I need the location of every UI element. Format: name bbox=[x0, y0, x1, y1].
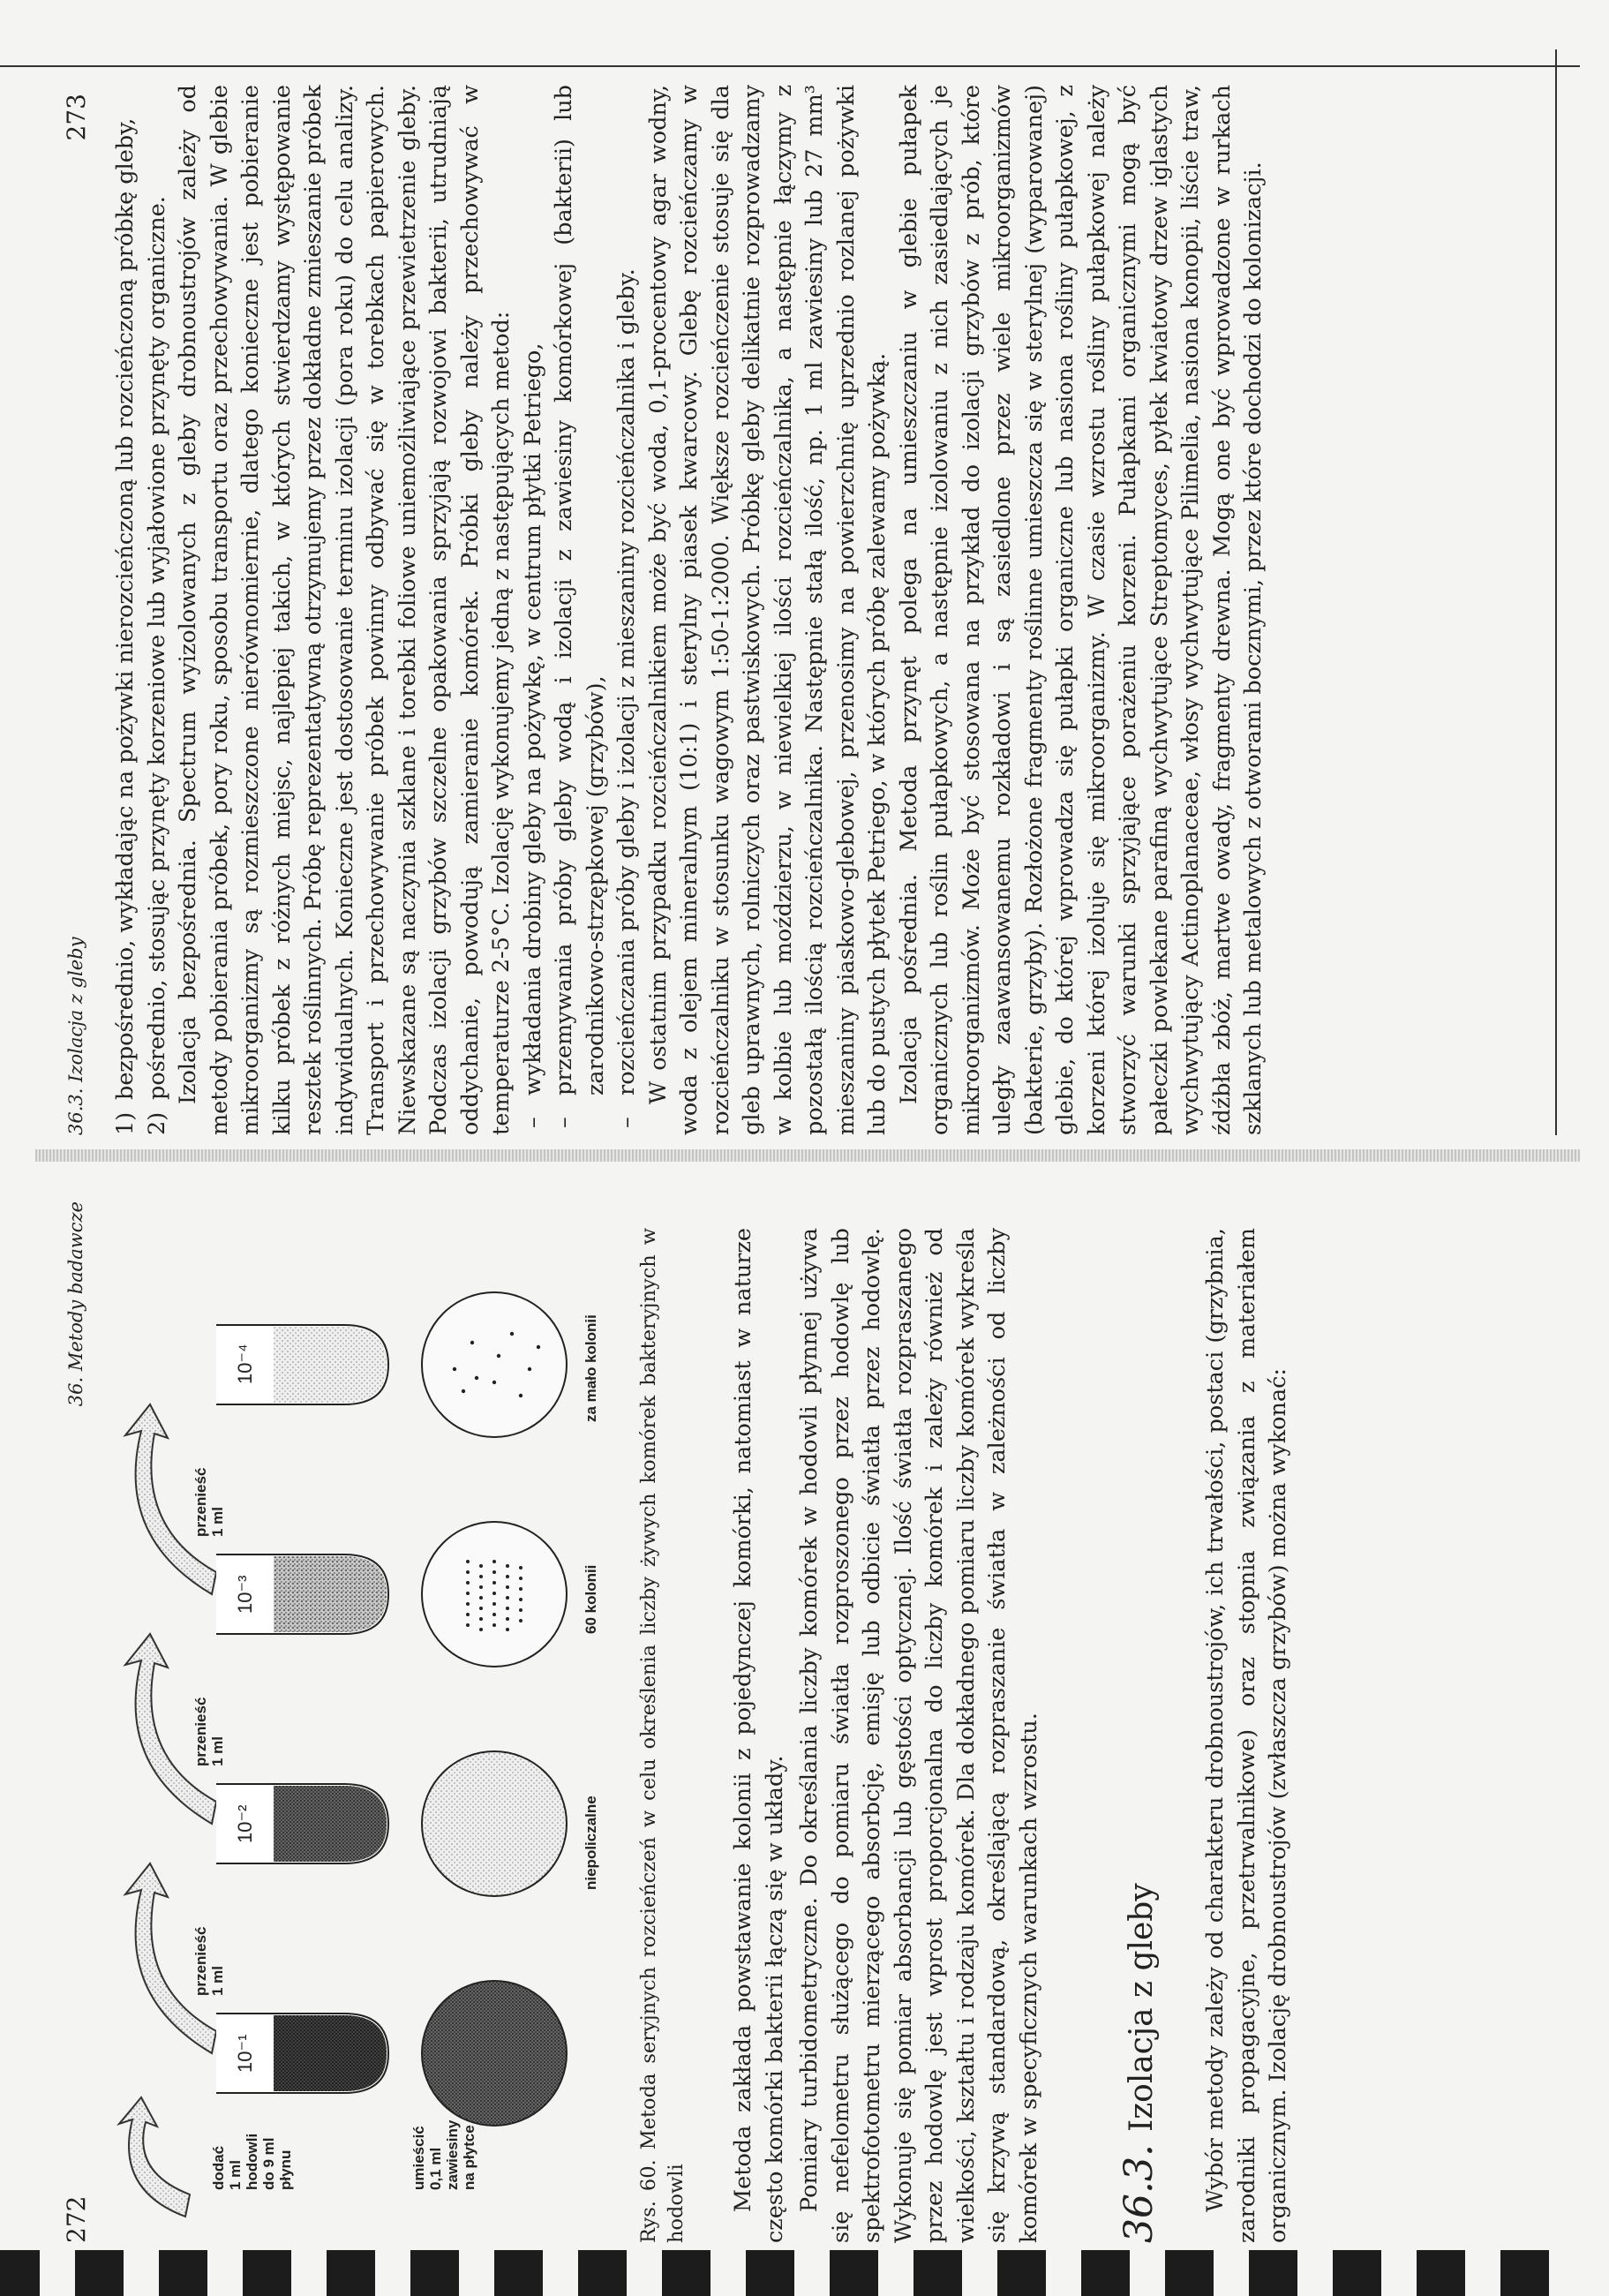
left-page-header bbox=[62, 1193, 97, 2243]
left-paragraph-2: Pomiary turbidometryczne. Do określania liczby komórek w hodowli płynnej używa się nefelometru służącego do pomiaru światła rozproszonego przez hodowlę lub spektrofotometru mierzącego absorbcję, emisję lub odbicie światła przez hodowlę. Wykonuje się pomiar absorbancji lub gęstości optycznej. Ilość światła rozpraszanego przez hodowlę jest wprost proporcjonalna do liczby komórek i zależy również od wielkości, kształtu i rodzaju komórek. Dla dokładnego pomiaru liczby komórek wykreśla się krzywą standardową, określającą rozpraszanie światła w zależności od liczby komórek w specyficznych warunkach wzrostu. bbox=[796, 1228, 1042, 2243]
section-title: Izolacja z gleby bbox=[1124, 1883, 1160, 2133]
binder-mark bbox=[1165, 2250, 1214, 2296]
method-list bbox=[518, 85, 643, 1135]
method-list-item: – rozcieńczania próby gleby i izolacji z mieszaniny rozcieńczalnika i gleby. bbox=[612, 85, 643, 1135]
serial-dilution-figure bbox=[106, 1193, 724, 2243]
binder-mark bbox=[410, 2250, 459, 2296]
transfer-label-line: 1 ml bbox=[209, 1965, 226, 1996]
right-paragraph-3: Izolacja pośrednia. Metoda przynęt polega na umieszczaniu w glebie pułapek organicznych lub roślin pułapkowych, a następnie izolowaniu z nich zasiedlających je mikroorganizmów. Może być stosowana na przykład do izolacji grzybów z prób, które uległy zaawansowanemu rozkładowi i są zasiedlone przez wiele mikroorganizmów (bakterie, grzyby). Rozłożone fragmenty roślinne umieszcza się w sterylnej (wyparowanej) glebie, do której wprowadza się pułapki organiczne lub nasiona rośliny pułapkowej, z korzeni której izoluje się mikroorganizmy. W czasie wzrostu rośliny pułapkowej należy stworzyć warunki sprzyjające porażeniu korzeni. Pułapkami organicznymi mogą być pałeczki powlekane parafiną wychwytujące Streptomyces, pyłek kwiatowy drzew iglastych wychwytujący Actinoplanaceae, włosy wychwytujące Pilimelia, nasiona konopii, liście traw, źdźbła zbóż, martwe owady, fragmenty drewna. Mogą one być wprowadzone w rurkach szklanych lub metalowych z otworami bocznymi, przez które dochodzi do kolonizacji. bbox=[895, 85, 1267, 1135]
right-page-body bbox=[110, 85, 1270, 1135]
plate-1 bbox=[422, 1981, 567, 2126]
right-paragraph-2: W ostatnim przypadku rozcieńczalnikiem może być woda, 0,1-procentowy agar wodny, woda z olejem mineralnym (10:1) i sterylny piasek kwarcowy. Glebę rozcieńczamy w rozcieńczalniku w stosunku wagowym 1:50-1:2000. Większe rozcieńczenie stosuje się dla gleb uprawnych, rolniczych oraz pastwiskowych. Próbkę gleby delikatnie rozprowadzamy w kolbie lub moździerzu, w niewielkiej ilości rozcieńczalnika, a następnie łączymy z pozostałą ilością rozcieńczalnika. Następnie stałą ilość, np. 1 ml zawiesiny lub 27 mm³ mieszaniny piaskowo-glebowej, przenosimy na powierzchnię uprzednio rozlanej pożywki lub do pustych płytek Petriego, w których próbę zalewamy pożywką. bbox=[644, 85, 891, 1135]
transfer-label-line: 1 ml bbox=[209, 1735, 226, 1766]
tube-label-3: 10⁻³ bbox=[234, 1575, 256, 1614]
step-label-plate-line: umieścić bbox=[410, 2126, 427, 2190]
binder-mark bbox=[494, 2250, 543, 2296]
step-label-add-line: hodowli bbox=[244, 2133, 260, 2190]
right-paragraph-1: Izolacja bezpośrednia. Spectrum wyizolowanych z gleby drobnoustrojów zależy od metody pobierania próbek, pory roku, sposobu transportu oraz przechowywania. W glebie mikroorganizmy są rozmieszczone nierównomiernie, dlatego konieczne jest pobieranie kilku próbek z różnych miejsc, najlepiej takich, w których stwierdzamy występowanie resztek roślinnych. Próbę reprezentatywną otrzymujemy przez dokładne zmieszanie próbek indywidualnych. Konieczne jest dostosowanie terminu izolacji (pora roku) do celu analizy. Transport i przechowywanie próbek powinny odbywać się w torebkach papierowych. Niewskazane są naczynia szklane i torebki foliowe uniemożliwiające przewietrzenie gleby. Podczas izolacji grzybów szczelne opakowania sprzyjają rozwojowi bakterii, utrudniają oddychanie, powodują zamieranie komórek. Próbki gleby należy przechowywać w temperaturze 2-5°C. Izolację wykonujemy jedną z następujących metod: bbox=[175, 85, 515, 1135]
binder-mark bbox=[1249, 2250, 1297, 2296]
tube-label-2: 10⁻² bbox=[234, 1804, 256, 1843]
binder-mark bbox=[327, 2250, 375, 2296]
margin-rule-right bbox=[0, 65, 1580, 67]
section-number: 36.3. bbox=[1117, 2144, 1162, 2243]
transfer-label-line: 1 ml bbox=[209, 1506, 226, 1537]
list-number-2: 2) bbox=[143, 1111, 170, 1135]
list-item-2 bbox=[142, 85, 174, 1135]
binder-mark bbox=[914, 2250, 962, 2296]
binder-mark bbox=[662, 2250, 711, 2296]
step-label-add bbox=[210, 2134, 294, 2190]
plate-label-60: 60 kolonii bbox=[583, 1564, 599, 1634]
left-page bbox=[35, 1193, 1589, 2243]
binder-mark bbox=[746, 2250, 794, 2296]
section-heading bbox=[1117, 1883, 1162, 2243]
right-page-header bbox=[62, 76, 97, 1135]
step-label-add-line: płynu bbox=[277, 2149, 294, 2190]
binder-mark bbox=[578, 2250, 627, 2296]
running-head: 36.3. Izolacja z gleby bbox=[65, 937, 86, 1135]
plate-2 bbox=[422, 1751, 567, 1896]
running-head: 36. Metody badawcze bbox=[65, 1201, 86, 1407]
binder-marks bbox=[0, 2243, 1609, 2296]
step-label-plate bbox=[410, 2120, 477, 2190]
binder-mark bbox=[1417, 2250, 1465, 2296]
page-number: 272 bbox=[62, 2195, 91, 2243]
transfer-label-line: przenieść bbox=[192, 1926, 209, 1996]
plate-label-uncountable: niepoliczalne bbox=[583, 1795, 599, 1890]
binder-mark bbox=[0, 2250, 40, 2296]
tube-label-1: 10⁻¹ bbox=[234, 2034, 256, 2073]
book-gutter bbox=[35, 1149, 1580, 1162]
binder-mark bbox=[1500, 2250, 1549, 2296]
plate-4 bbox=[422, 1292, 567, 1437]
left-paragraph-3: Wybór metody zależy od charakteru drobnoustrojów, ich trwałości, postaci (grzybnia, zarodniki propagacyjne, przetrwalnikowe) oraz stopnia związania z materiałem organicznym. Izolację drobnoustrojów (zwłaszcza grzybów) można wykonać: bbox=[1202, 1228, 1291, 2243]
method-list-item: – wykładania drobiny gleby na pożywkę, w centrum płytki Petriego, bbox=[518, 85, 550, 1135]
figure-caption: Rys. 60. Metoda seryjnych rozcieńczeń w celu określenia liczby żywych komórek bakteryjnych w hodowli bbox=[637, 1228, 688, 2243]
step-label-plate-line: 0,1 ml bbox=[427, 2147, 444, 2190]
binder-mark bbox=[997, 2250, 1046, 2296]
step-label-add-line: dodać bbox=[210, 2145, 227, 2190]
list-item-1 bbox=[110, 85, 142, 1135]
transfer-label-3 bbox=[192, 1468, 226, 1537]
left-paragraph-1: Metoda zakłada powstawanie kolonii z pojedynczej komórki, natomiast w naturze często komórki bakterii łączą się w układy. bbox=[730, 1228, 788, 2243]
binder-mark bbox=[243, 2250, 291, 2296]
transfer-label-2 bbox=[192, 1698, 226, 1766]
step-label-add-line: do 9 ml bbox=[260, 2137, 277, 2190]
step-label-add-line: 1 ml bbox=[227, 2159, 244, 2190]
right-page bbox=[35, 76, 1589, 1135]
binder-mark bbox=[75, 2250, 124, 2296]
binder-mark bbox=[159, 2250, 207, 2296]
method-list-item: – przemywania próby gleby wodą i izolacji z zawiesiny komórkowej (bakterii) lub zarodnikowo-strzępkowej (grzybów), bbox=[549, 85, 612, 1135]
transfer-label-1 bbox=[192, 1927, 226, 1996]
transfer-label-line: przenieść bbox=[192, 1467, 209, 1537]
arrow-start bbox=[119, 2097, 190, 2217]
binder-mark bbox=[830, 2250, 878, 2296]
step-label-plate-line: zawiesiny bbox=[444, 2119, 461, 2190]
list-number-1: 1) bbox=[112, 1111, 139, 1135]
transfer-label-line: przenieść bbox=[192, 1697, 209, 1766]
tube-label-4: 10⁻⁴ bbox=[234, 1344, 256, 1384]
list-item-1-text: bezpośrednio, wykładając na pożywki nierozcieńczoną lub rozcieńczoną próbkę gleby, bbox=[112, 117, 139, 1100]
binder-mark bbox=[1081, 2250, 1130, 2296]
binder-mark bbox=[1333, 2250, 1381, 2296]
plate-label-few: za mało kolonii bbox=[583, 1314, 599, 1422]
list-item-2-text: pośrednio, stosując przynęty korzeniowe lub wyjałowione przynęty organiczne. bbox=[143, 196, 170, 1100]
step-label-plate-line: na płytce bbox=[461, 2125, 477, 2190]
page-number: 273 bbox=[62, 94, 91, 141]
